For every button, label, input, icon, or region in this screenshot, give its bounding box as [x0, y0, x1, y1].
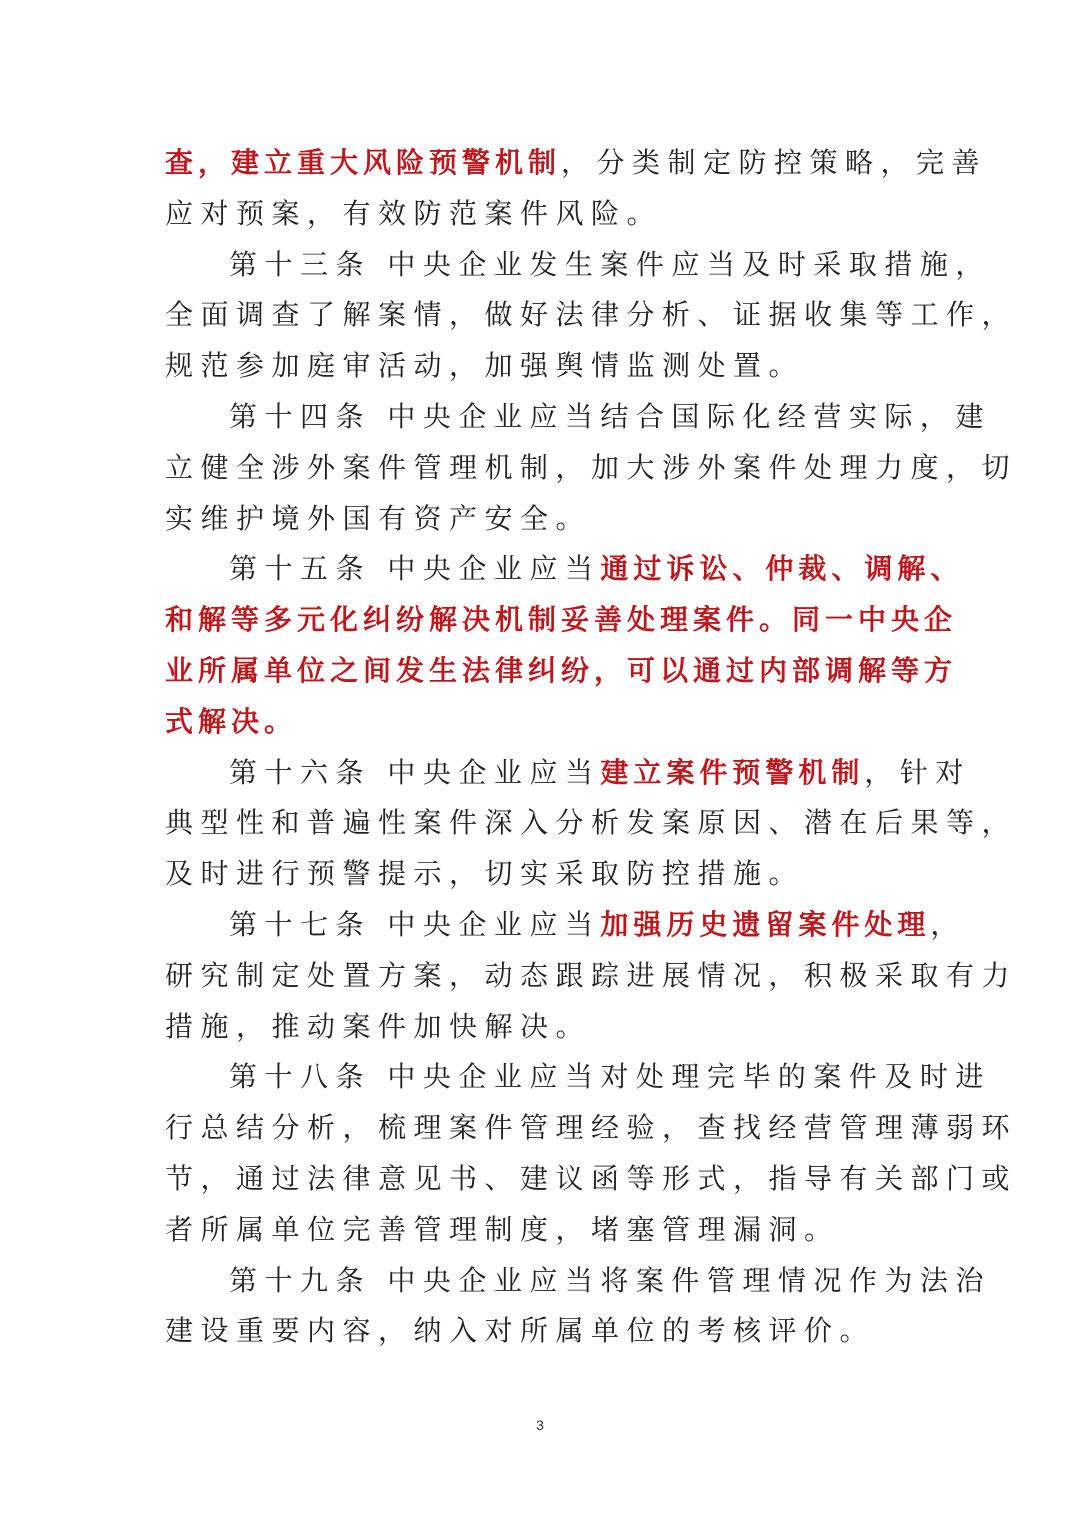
body-text: 第十七条 中央企业应当: [229, 907, 601, 941]
body-text: 第十九条 中央企业应当将案件管理情况作为法治: [229, 1263, 991, 1297]
body-text: 行总结分析，梳理案件管理经验，查找经营管理薄弱环: [165, 1111, 1018, 1145]
body-text: ，针对: [864, 755, 971, 789]
text-line: [165, 900, 966, 951]
body-text: 第十八条 中央企业应当对处理完毕的案件及时进: [229, 1060, 991, 1094]
body-text: 典型性和普遍性案件深入分析发案原因、潜在后果等，: [165, 806, 1018, 840]
text-line: [165, 494, 915, 545]
text-line: [165, 341, 915, 392]
paragraph: [165, 1256, 991, 1358]
body-text: 及时进行预警提示，切实采取防控措施。: [165, 857, 805, 891]
text-line: [165, 1205, 915, 1256]
body-text: 全面调查了解案情，做好法律分析、证据收集等工作，: [165, 298, 1018, 332]
text-line: [165, 951, 1018, 1002]
text-line: [165, 697, 915, 748]
body-text: 立健全涉外案件管理机制，加大涉外案件处理力度，切: [165, 450, 1018, 484]
body-text: 措施，推动案件加快解决。: [165, 1009, 592, 1043]
body-text: 第十六条 中央企业应当: [229, 755, 601, 789]
paragraph: [165, 138, 988, 240]
text-line: [165, 290, 1018, 341]
text-line: [165, 1256, 991, 1307]
text-line: [165, 1103, 1018, 1154]
text-line: [165, 189, 915, 240]
body-text: 第十五条 中央企业应当: [229, 552, 601, 586]
highlighted-text: 业所属单位之间发生法律纠纷，可以通过内部调解等方: [165, 653, 958, 687]
text-line: [165, 392, 991, 443]
body-text: ，: [930, 907, 966, 941]
text-line: [165, 544, 964, 595]
text-line: [165, 798, 1018, 849]
body-text: 第十四条 中央企业应当结合国际化经营实际，建: [229, 399, 991, 433]
body-text: 建设重要内容，纳入对所属单位的考核评价。: [165, 1314, 876, 1348]
text-line: [165, 849, 915, 900]
paragraph: [165, 392, 1018, 544]
paragraph: [165, 900, 1018, 1052]
text-line: [165, 595, 958, 646]
text-line: [165, 240, 991, 291]
highlighted-text: 建立案件预警机制: [600, 755, 865, 789]
body-text: 第十三条 中央企业发生案件应当及时采取措施，: [229, 247, 991, 281]
page-number: 3: [536, 1417, 544, 1433]
text-line: [165, 1154, 1018, 1205]
text-line: [165, 748, 971, 799]
text-line: [165, 646, 958, 697]
body-text: 者所属单位完善管理制度，堵塞管理漏洞。: [165, 1212, 840, 1246]
paragraph: [165, 748, 1018, 900]
text-line: [165, 443, 1018, 494]
paragraph: [165, 544, 964, 747]
text-line: [165, 1306, 915, 1357]
paragraph: [165, 240, 1018, 392]
highlighted-text: 查，建立重大风险预警机制: [165, 146, 562, 179]
document-body: [165, 138, 1018, 1357]
body-text: 应对预案，有效防范案件风险。: [165, 196, 663, 230]
body-text: 节，通过法律意见书、建议函等形式，指导有关部门或: [165, 1161, 1018, 1195]
body-text: 研究制定处置方案，动态跟踪进展情况，积极采取有力: [165, 958, 1018, 992]
text-line: [165, 138, 988, 189]
body-text: 规范参加庭审活动，加强舆情监测处置。: [165, 349, 805, 383]
text-line: [165, 1052, 991, 1103]
body-text: 实维护境外国有资产安全。: [165, 501, 592, 535]
highlighted-text: 式解决。: [165, 704, 298, 738]
text-line: [165, 1002, 915, 1053]
body-text: ，分类制定防控策略，完善: [561, 146, 988, 179]
highlighted-text: 通过诉讼、仲裁、调解、: [600, 552, 964, 586]
highlighted-text: 加强历史遗留案件处理: [600, 907, 931, 941]
highlighted-text: 和解等多元化纠纷解决机制妥善处理案件。同一中央企: [165, 603, 958, 637]
paragraph: [165, 1052, 1018, 1255]
